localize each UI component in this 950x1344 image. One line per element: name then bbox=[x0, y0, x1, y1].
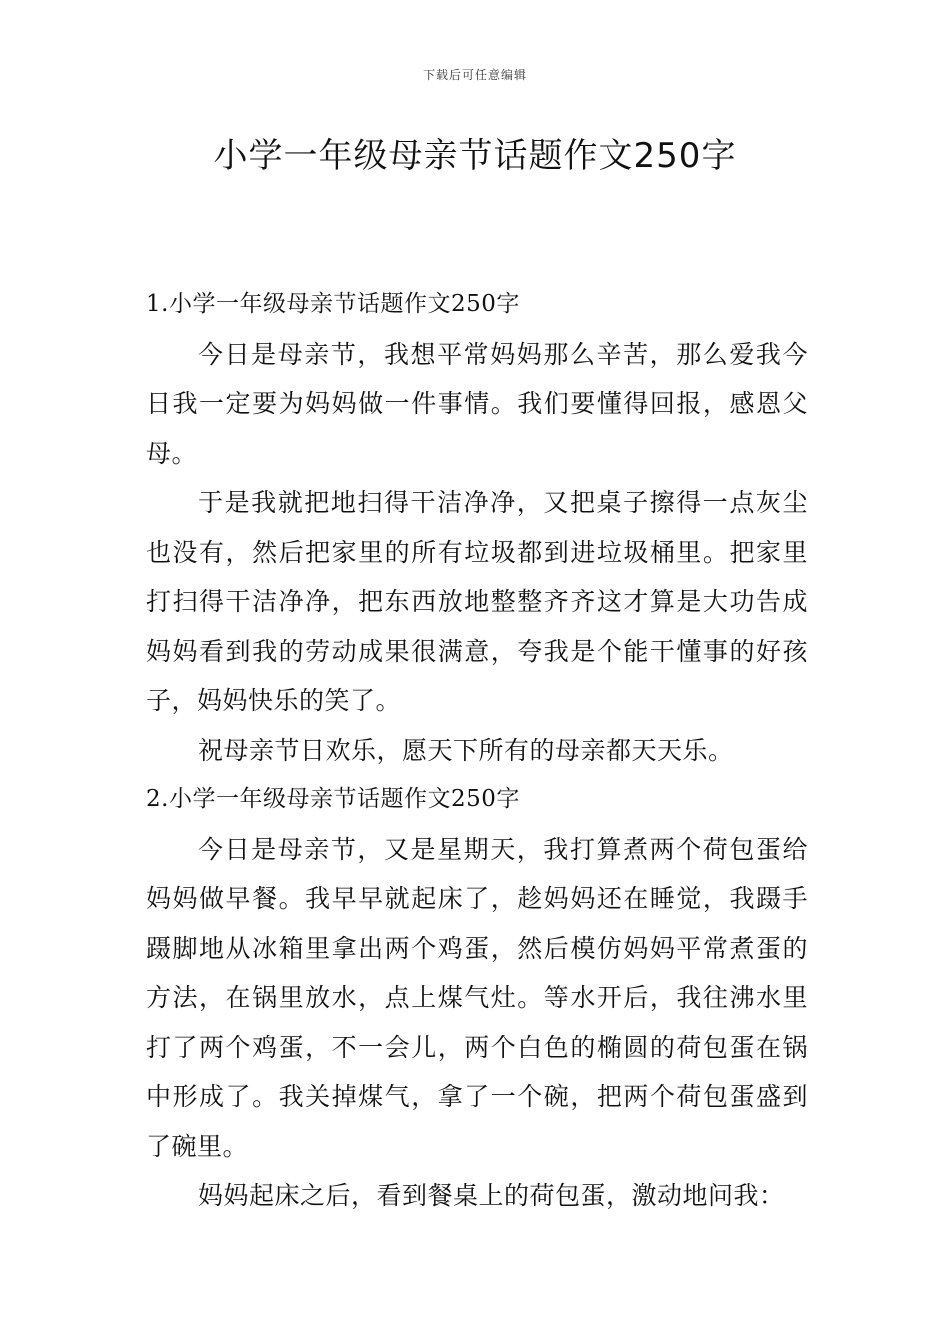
section-2-paragraph-1: 今日是母亲节，又是星期天，我打算煮两个荷包蛋给妈妈做早餐。我早早就起床了，趁妈妈还在睡觉，我蹑手蹑脚地从冰箱里拿出两个鸡蛋，然后模仿妈妈平常煮蛋的方法，在锅里放水，点上煤气灶。等水开后，我往沸水里打了两个鸡蛋，不一会儿，两个白色的椭圆的荷包蛋在锅中形成了。我关掉煤气，拿了一个碗，把两个荷包蛋盛到了碗里。 bbox=[146, 834, 808, 1161]
section-2-paragraph-2: 妈妈起床之后，看到餐桌上的荷包蛋，激动地问我： bbox=[198, 1181, 785, 1210]
section-heading-1: 1.小学一年级母亲节话题作文250字 bbox=[146, 291, 520, 317]
section-1-paragraph-1: 今日是母亲节，我想平常妈妈那么辛苦，那么爱我今日我一定要为妈妈做一件事情。我们要懂得回报，感恩父母。 bbox=[146, 339, 808, 468]
article-body bbox=[146, 280, 808, 1221]
section-1-paragraph-3: 祝母亲节日欢乐，愿天下所有的母亲都天天乐。 bbox=[198, 735, 734, 765]
section-heading-2: 2.小学一年级母亲节话题作文250字 bbox=[146, 786, 520, 812]
page-title: 小学一年级母亲节话题作文250字 bbox=[213, 136, 737, 176]
section-1-paragraph-2: 于是我就把地扫得干洁净净，又把桌子擦得一点灰尘也没有，然后把家里的所有垃圾都到进垃圾桶里。把家里打扫得干洁净净，把东西放地整整齐齐这才算是大功告成妈妈看到我的劳动成果很满意，夸我是个能干懂事的好孩子，妈妈快乐的笑了。 bbox=[146, 488, 808, 715]
header-note: 下载后可任意编辑 bbox=[422, 68, 527, 82]
